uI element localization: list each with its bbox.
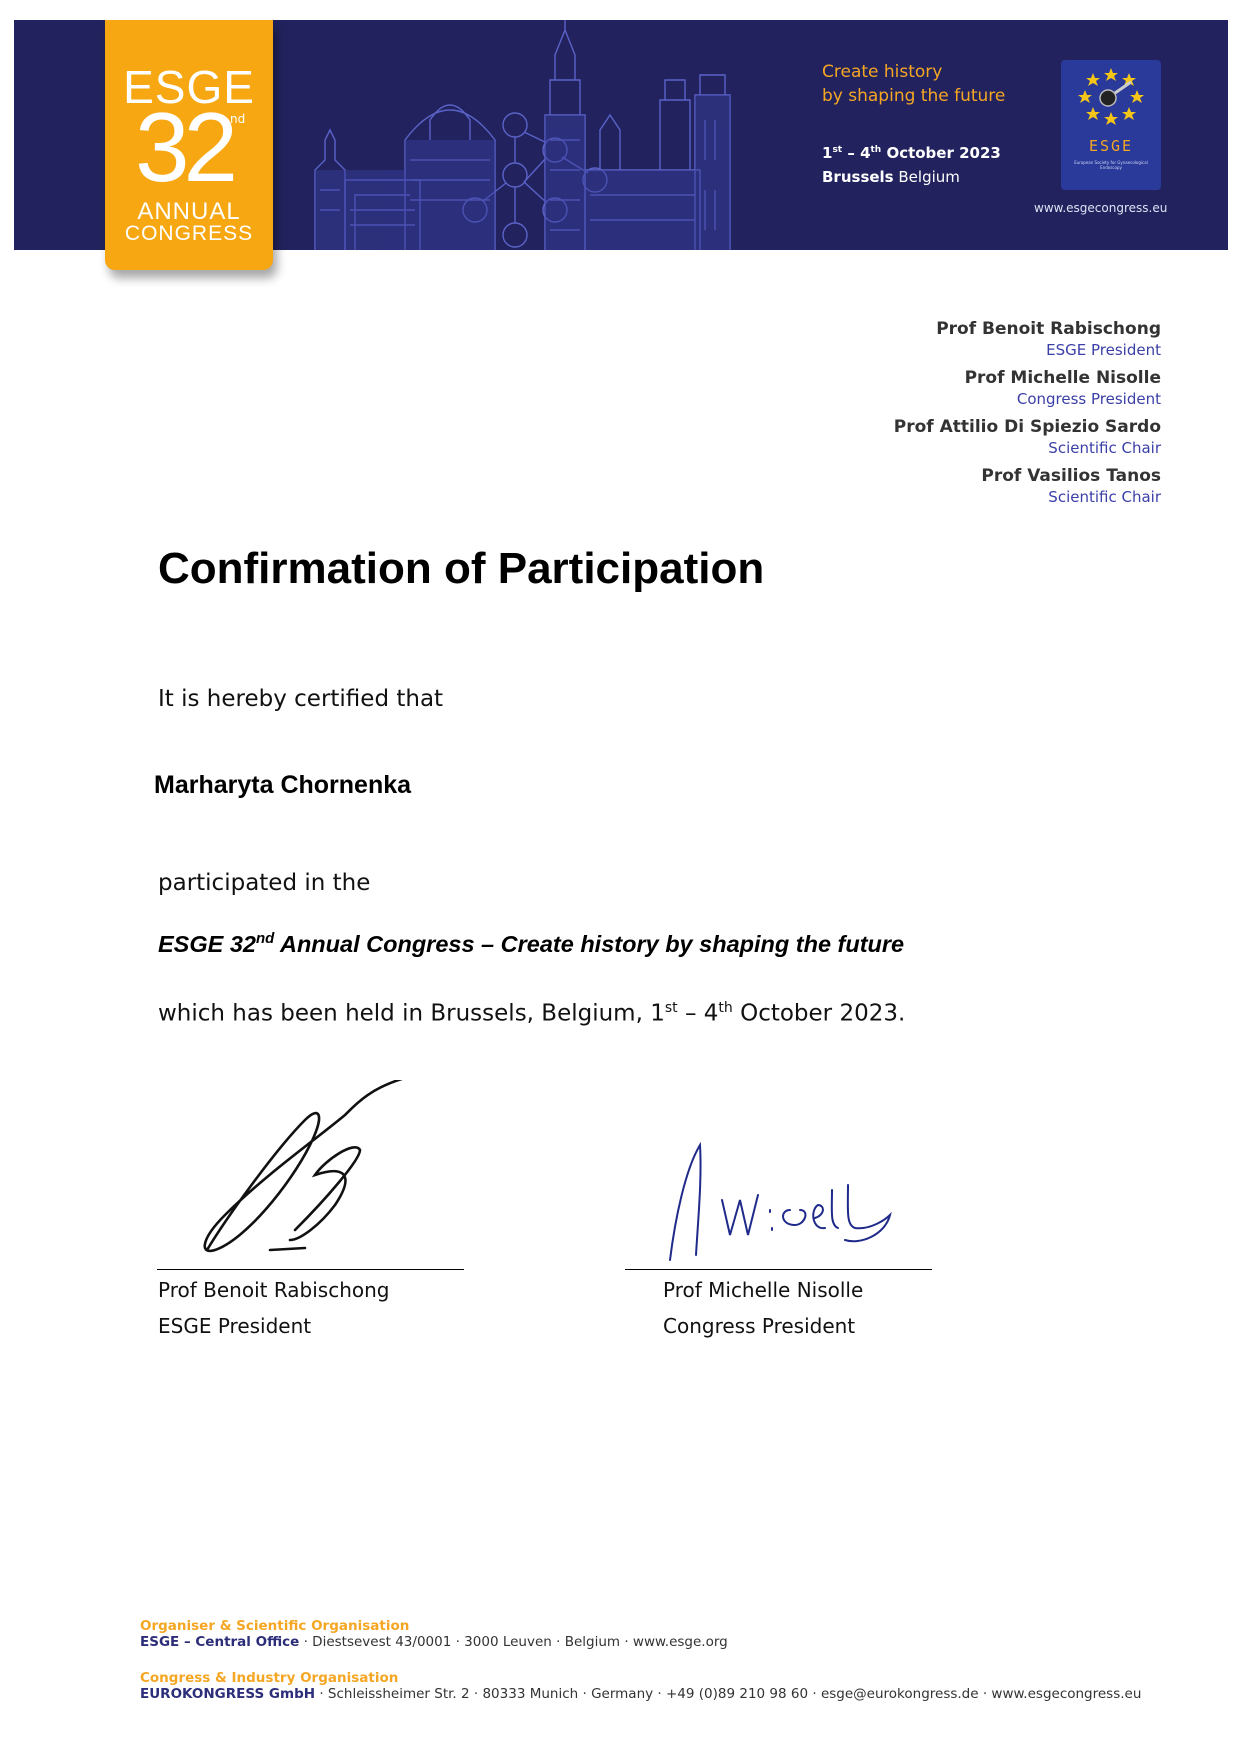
logo-ordinal: nd	[230, 112, 246, 126]
event-name: ESGE 32nd Annual Congress – Create history by shaping the future	[158, 930, 905, 957]
congress-org-details: EUROKONGRESS GmbH · Schleissheimer Str. 2 · 80333 Munich · Germany · +49 (0)89 210 98 60 · esge@eurokongress.de · www.esgecongress.eu	[140, 1686, 1142, 1702]
signatory-right-role: Congress President	[663, 1314, 856, 1338]
eu-stars-icon	[1061, 60, 1161, 135]
member-role: Scientific Chair	[1048, 439, 1161, 457]
recipient-name: Marharyta Chornenka	[154, 771, 412, 799]
brussels-skyline-illustration	[300, 20, 810, 250]
held-text: which has been held in Brussels, Belgium, 1st – 4th October 2023.	[158, 1000, 906, 1027]
committee-member	[894, 318, 1161, 360]
committee-member	[894, 465, 1161, 507]
date-location: Brussels Belgium	[822, 168, 960, 186]
member-name: Prof Vasilios Tanos	[981, 466, 1161, 486]
esge-society-logo	[1061, 60, 1161, 190]
document-title: Confirmation of Participation	[158, 544, 765, 593]
logo-brand: ESGE	[123, 61, 255, 113]
signatory-left-name: Prof Benoit Rabischong	[158, 1278, 390, 1302]
tagline-line-2: by shaping the future	[822, 86, 1006, 106]
member-role: Scientific Chair	[1048, 488, 1161, 506]
logo-number: 32	[135, 92, 233, 202]
footer-congress	[140, 1670, 1141, 1702]
member-name: Prof Michelle Nisolle	[964, 368, 1161, 388]
member-role: ESGE President	[1046, 341, 1161, 359]
signatory-left-role: ESGE President	[158, 1314, 312, 1338]
banner-tagline	[822, 60, 1005, 108]
date-range: 1st – 4th October 2023	[822, 144, 1001, 162]
committee-member	[894, 416, 1161, 458]
committee-list	[894, 318, 1161, 514]
congress-org-heading: Congress & Industry Organisation	[140, 1670, 399, 1686]
signatory-right-name: Prof Michelle Nisolle	[663, 1278, 864, 1302]
congress-website-link[interactable]: www.esgecongress.eu	[1034, 201, 1168, 215]
banner-dates	[822, 138, 1001, 189]
badge-text: ESGE	[1088, 137, 1134, 155]
intro-text: It is hereby certified that	[158, 686, 444, 712]
organiser-details: ESGE – Central Office · Diestsevest 43/0001 · 3000 Leuven · Belgium · www.esge.org	[140, 1634, 728, 1650]
badge-subtitle: European Society for Gynaecological Endoscopy	[1074, 160, 1148, 170]
committee-member	[894, 367, 1161, 409]
signature-line-left	[157, 1269, 464, 1270]
participated-text: participated in the	[158, 870, 371, 896]
logo-congress: CONGRESS	[124, 222, 254, 245]
tagline-line-1: Create history	[822, 62, 943, 82]
signature-rabischong	[195, 1080, 425, 1260]
organiser-heading: Organiser & Scientific Organisation	[140, 1618, 410, 1634]
congress-logo	[105, 20, 273, 270]
member-role: Congress President	[1016, 390, 1161, 408]
logo-annual: ANNUAL	[137, 198, 241, 225]
member-name: Prof Attilio Di Spiezio Sardo	[893, 417, 1161, 437]
footer-organiser	[140, 1618, 728, 1650]
member-name: Prof Benoit Rabischong	[936, 319, 1161, 339]
signature-nisolle	[660, 1140, 900, 1265]
signature-line-right	[625, 1269, 932, 1270]
